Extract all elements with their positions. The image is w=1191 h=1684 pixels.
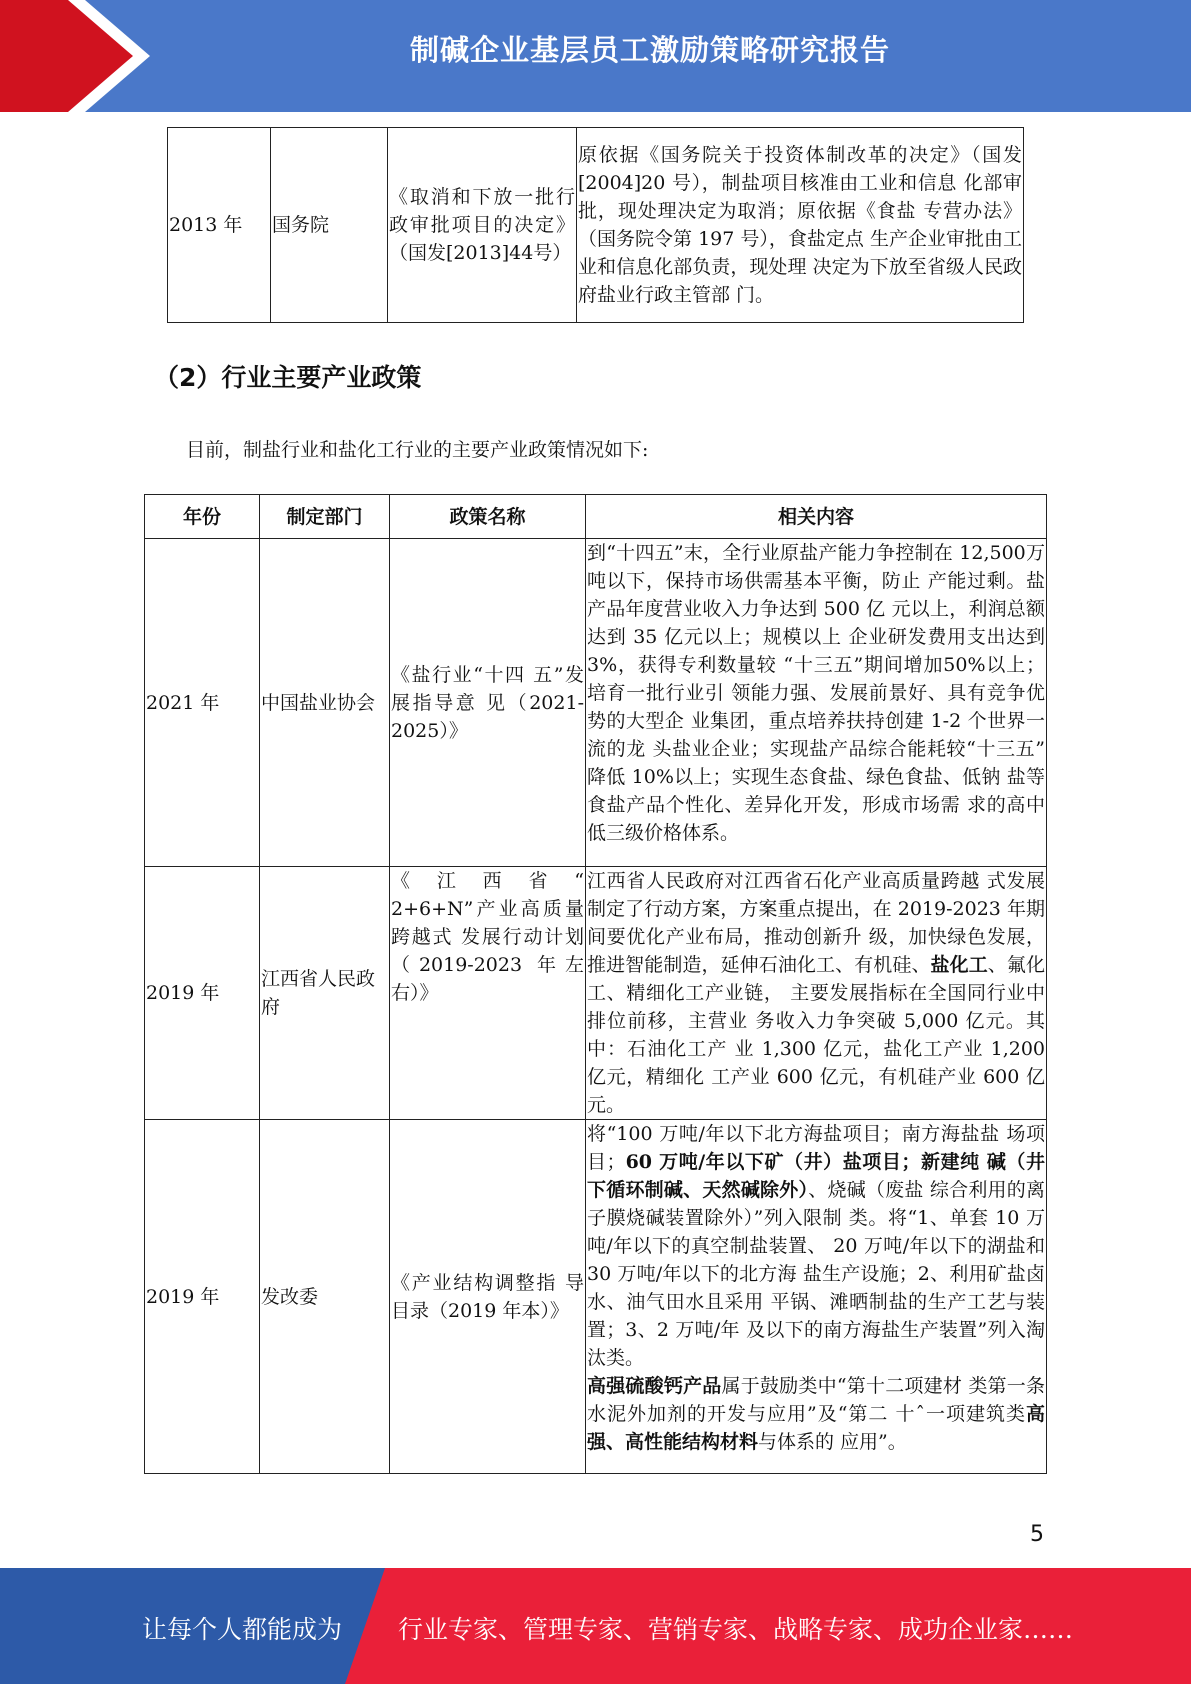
content-text: 江西省人民政府对江西省石化产业高质量跨越 式发展制定了行动方案，方案重点提出，在 2019-2023 年期间要优化产业布局，推动创新升 级，加快绿色发展，推进智能制造，延伸石油化工、有机硅、: [587, 870, 1045, 976]
cell-policy: 《盐行业“十四 五”发展指导意 见（2021-2025）》: [390, 539, 586, 867]
header-arrow-decoration: [0, 0, 150, 112]
cell-policy: 《产业结构调整指 导目录（2019 年本）》: [390, 1120, 586, 1474]
table-row: [145, 867, 1047, 1120]
content-bold: 高强、高性能结构材料: [587, 1403, 1045, 1453]
page-number: 5: [1030, 1522, 1044, 1547]
table-row: [168, 128, 1024, 323]
table-row: [145, 539, 1047, 867]
header-title: 制碱企业基层员工激励策略研究报告: [409, 33, 890, 67]
cell-policy: 《江西省“ 2+6+N”产业高质量跨越式 发展行动计划（2019-2023 年左右）》: [390, 867, 586, 1120]
header-content: 相关内容: [586, 495, 1047, 539]
cell-year: 2019 年: [145, 867, 260, 1120]
cell-year: 2019 年: [145, 1120, 260, 1474]
table-row: [145, 1120, 1047, 1474]
cell-content: 到“十四五”末，全行业原盐产能力争控制在 12,500万吨以下，保持市场供需基本平衡，防止 产能过剩。盐产品年度营业收入力争达到 500 亿 元以上，利润总额达到 35 亿元以上；规模以上 企业研发费用支出达到 3%，获得专利数量较 “十三五”期间增加50%以上；培育一批行业引 领能力强、发展前景好、具有竞争优势的大型企 业集团，重点培养扶持创建 1-2 个世界一流的龙 头盐业企业；实现盐产品综合能耗较“十三五” 降低 10%以上；实现生态食盐、绿色食盐、低钠 盐等食盐产品个性化、差异化开发，形成市场需 求的高中低三级价格体系。: [586, 539, 1047, 867]
header-year: 年份: [145, 495, 260, 539]
cell-year: 2013 年: [168, 128, 271, 323]
footer-slogan-right: 行业专家、管理专家、营销专家、战略专家、成功企业家……: [398, 1615, 1074, 1644]
content-bold: 盐化工: [930, 954, 988, 976]
content-text: 、烧碱（废盐 综合利用的离子膜烧碱装置除外）”列入限制 类。将“1、单套 10 万吨/年以下的真空制盐装置、 20 万吨/年以下的湖盐和 30 万吨/年以下的北方海 盐生产设施；2、利用矿盐卤水、油气田水且采用 平锅、滩晒制盐的生产工艺与装置；3、2 万吨/年 及以下的南方海盐生产装置”列入淘汰类。: [587, 1179, 1045, 1369]
footer-slogan-left: 让每个人都能成为: [142, 1615, 343, 1644]
content-text: 与体系的 应用”。: [758, 1431, 907, 1453]
cell-year: 2021 年: [145, 539, 260, 867]
cell-dept: 江西省人民政府: [260, 867, 390, 1120]
content-text: 属于鼓励类中“第十二项建材 类第一条水泥外加剂的开发与应用”及“第二 十ˆ一项建筑类: [587, 1375, 1045, 1425]
table-approval-policies: [167, 127, 1024, 323]
page-footer: [0, 1568, 1191, 1684]
content-bold: 高强硫酸钙产品: [587, 1375, 722, 1397]
content-text: 将“100 万吨/年以下北方海盐项目；南方海盐盐 场项目；: [587, 1123, 1045, 1173]
table-industry-policies: [144, 494, 1047, 1474]
cell-policy: 《取消和下放一批行政审批项目的决定》（国发[2013]44号）: [388, 128, 577, 323]
table-header-row: [145, 495, 1047, 539]
header-policy: 政策名称: [390, 495, 586, 539]
content-text: 、氟化工、精细化工产业链， 主要发展指标在全国同行业中排位前移，主营业 务收入力争突破 5,000 亿元。其中：石油化工产 业 1,300 亿元，盐化工产业 1,200 亿元，精细化 工产业 600 亿元，有机硅产业 600 亿元。: [587, 954, 1045, 1116]
cell-content: [586, 867, 1047, 1120]
cell-dept: 中国盐业协会: [260, 539, 390, 867]
header-dept: 制定部门: [260, 495, 390, 539]
cell-dept: 发改委: [260, 1120, 390, 1474]
content-bold: 60 万吨/年以下矿（井）盐项目；新建纯 碱（井下循环制碱、天然碱除外）: [587, 1151, 1045, 1201]
page-header: [0, 0, 1191, 112]
cell-content: 原依据《国务院关于投资体制改革的决定》（国发[2004]20 号），制盐项目核准由工业和信息 化部审批，现处理决定为取消；原依据《食盐 专营办法》（国务院令第 197 号），食盐定点 生产企业审批由工业和信息化部负责，现处理 决定为下放至省级人民政府盐业行政主管部 门。: [577, 128, 1024, 323]
intro-paragraph: 目前，制盐行业和盐化工行业的主要产业政策情况如下:: [186, 439, 649, 461]
cell-dept: 国务院: [271, 128, 388, 323]
section-title: （2）行业主要产业政策: [154, 363, 422, 392]
cell-content: [586, 1120, 1047, 1474]
